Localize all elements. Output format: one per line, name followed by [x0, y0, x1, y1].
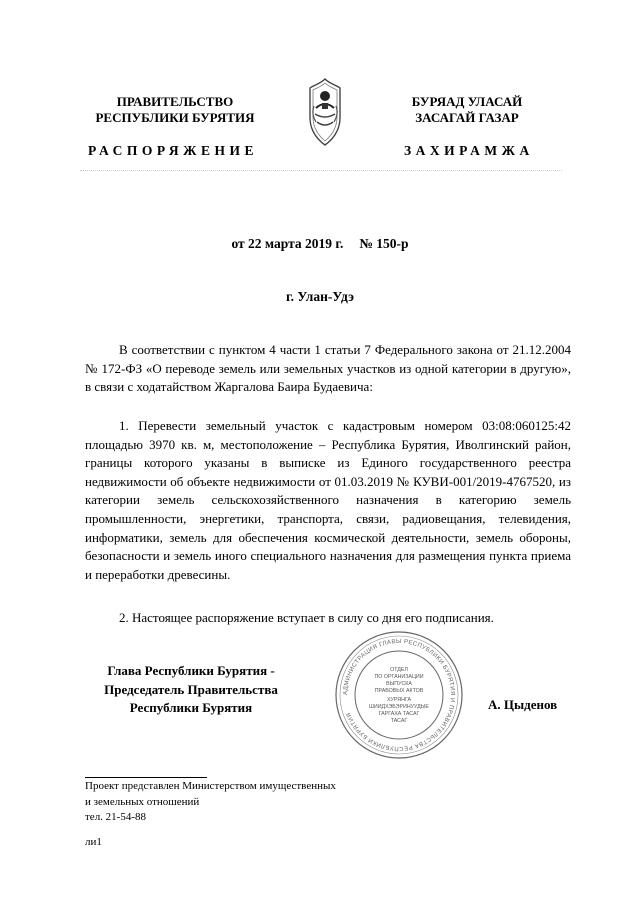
footnote-phone: тел. 21-54-88: [85, 811, 147, 823]
signatory-title-line1: Глава Республики Бурятия -: [107, 663, 275, 678]
date-line: [0, 236, 640, 252]
header-right-line2: ЗАСАГАЙ ГАЗАР: [415, 110, 519, 125]
paragraph-item-2: [85, 609, 571, 628]
paragraph-text: 2. Настоящее распоряжение вступает в силу со дня его подписания.: [119, 610, 494, 625]
stamp-line: ХУРЯНГА: [386, 697, 412, 703]
decree-type-ru: РАСПОРЯЖЕНИЕ: [88, 143, 259, 158]
svg-text:АДМИНИСТРАЦИЯ ГЛАВЫ РЕСПУБЛИКИ: [343, 639, 455, 751]
paragraph-item-1: [85, 417, 571, 584]
header-left-line2: РЕСПУБЛИКИ БУРЯТИЯ: [95, 110, 255, 125]
signatory-title-line3: Республики Бурятия: [129, 700, 253, 715]
footnote-divider: [85, 777, 207, 778]
footnote: [85, 779, 336, 826]
stamp-line: ВЫПУСКА: [386, 681, 412, 687]
footnote-line2: и земельных отношений: [85, 795, 200, 808]
decree-date: от 22 марта 2019 г.: [231, 236, 344, 251]
city: г. Улан-Удэ: [286, 289, 354, 304]
header-left-line1: ПРАВИТЕЛЬСТВО: [116, 94, 234, 109]
stamp-ring-text: АДМИНИСТРАЦИЯ ГЛАВЫ РЕСПУБЛИКИ БУРЯТИЯ И ПРАВИТЕЛЬСТВА РЕСПУБЛИКИ БУРЯТИЯ: [342, 638, 456, 752]
signatory-title-line2: Председатель Правительства: [104, 681, 278, 697]
coat-of-arms-icon: [298, 76, 352, 148]
document-code: ли1: [85, 836, 102, 848]
stamp-line: ОТДЕЛ: [390, 667, 408, 673]
header-government-ru: [80, 94, 270, 126]
paragraph-text: 1. Перевести земельный участок с кадастровым номером 03:08:060125:42 площадью 3970 кв. м, местоположение – Республика Бурятия, Иволгинский район, границы которого указаны в выписке из Единого государственного реестра недвижимости об объекте недвижимости от 01.03.2019 № КУВИ-001/2019-4767520, из категории земель сельскохозяйственного назначения в категорию земель промышленности, энергетики, транспорта, связи, радиовещания, телевидения, информатики, земель для обеспечения космической деятельности, земель обороны, безопасности и земель иного специального назначения для размещения пункта приема и переработки древесины.: [85, 418, 571, 582]
stamp-line: ПРАВОВЫХ АКТОВ: [374, 688, 424, 694]
stamp-line: ГАРГАХА ТАСАГ: [378, 711, 420, 717]
header-divider: [80, 170, 562, 175]
stamp-line: ТАСАГ: [390, 718, 408, 724]
decree-number: № 150-р: [359, 236, 409, 251]
header-right-line1: БУРЯАД УЛАСАЙ: [411, 94, 523, 109]
header-government-bua: [372, 94, 562, 126]
stamp-line: ШИИДХЭБЭРИНУУДЫЕ: [369, 704, 429, 710]
official-stamp: [333, 629, 465, 761]
paragraph-preamble: [85, 341, 571, 397]
signatory-title: [78, 662, 304, 718]
paragraph-text: В соответствии с пунктом 4 части 1 статьи 7 Федерального закона от 21.12.2004 № 172-ФЗ «О переводе земель или земельных участков из одной категории в другую», в связи с ходатайством Жаргалова Баира Будаевича:: [85, 342, 571, 395]
signatory-name: А. Цыденов: [488, 697, 558, 712]
footnote-line1: Проект представлен Министерством имущественных: [85, 780, 336, 792]
decree-type-bua: ЗАХИРАМЖА: [404, 143, 534, 158]
stamp-line: ПО ОРГАНИЗАЦИИ: [374, 674, 424, 680]
